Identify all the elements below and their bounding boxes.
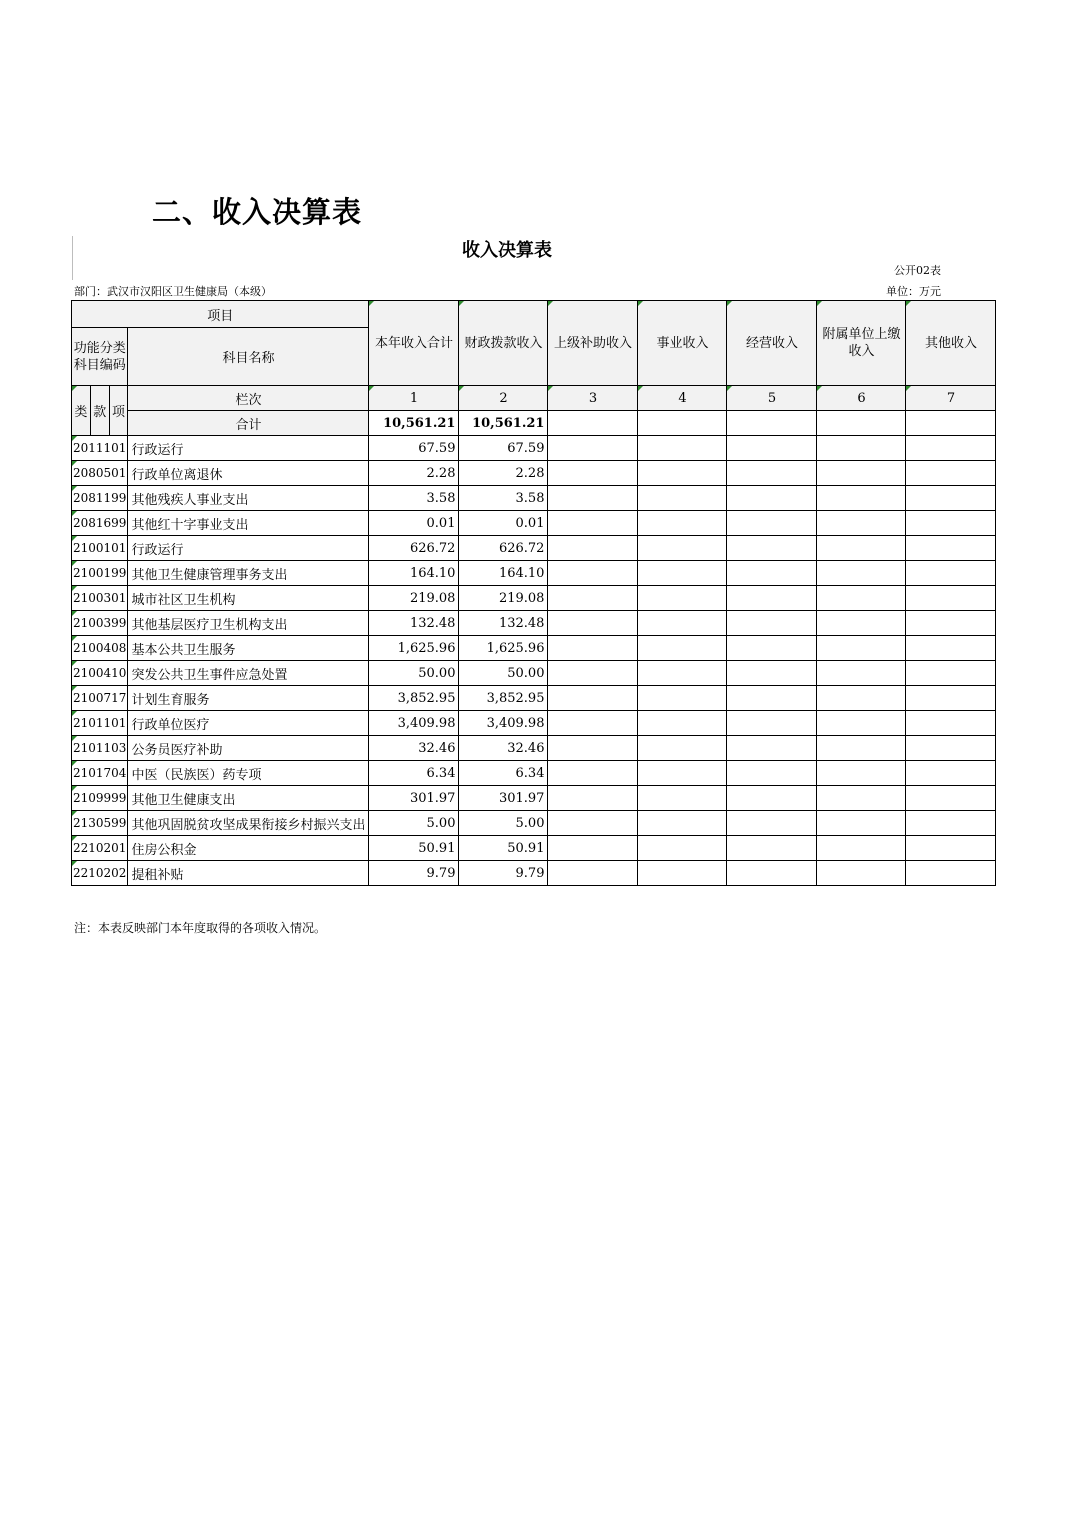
row-name: 其他基层医疗卫生机构支出 bbox=[128, 611, 369, 636]
row-code: 2210201 bbox=[72, 836, 128, 861]
row-code: 2130599 bbox=[72, 811, 128, 836]
row-value bbox=[638, 711, 727, 736]
row-value bbox=[906, 536, 996, 561]
row-name: 突发公共卫生事件应急处置 bbox=[128, 661, 369, 686]
row-value bbox=[548, 561, 638, 586]
total-value bbox=[906, 411, 996, 436]
row-name: 城市社区卫生机构 bbox=[128, 586, 369, 611]
row-value bbox=[638, 811, 727, 836]
table-row bbox=[72, 786, 996, 811]
row-value bbox=[548, 836, 638, 861]
row-value bbox=[727, 786, 817, 811]
table-body bbox=[72, 436, 996, 886]
row-value bbox=[638, 486, 727, 511]
row-value: 67.59 bbox=[459, 436, 548, 461]
row-value bbox=[906, 786, 996, 811]
table-row bbox=[72, 436, 996, 461]
header-col-7: 其他收入 bbox=[906, 301, 996, 386]
row-name: 其他卫生健康管理事务支出 bbox=[128, 561, 369, 586]
total-value bbox=[727, 411, 817, 436]
table-row bbox=[72, 511, 996, 536]
table-row bbox=[72, 561, 996, 586]
row-name: 公务员医疗补助 bbox=[128, 736, 369, 761]
row-value bbox=[727, 736, 817, 761]
row-value bbox=[548, 761, 638, 786]
row-value bbox=[548, 511, 638, 536]
row-code: 2101103 bbox=[72, 736, 128, 761]
row-value bbox=[906, 611, 996, 636]
row-code: 2210202 bbox=[72, 861, 128, 886]
total-value bbox=[817, 411, 906, 436]
row-value bbox=[817, 761, 906, 786]
row-value: 164.10 bbox=[369, 561, 459, 586]
row-code: 2100199 bbox=[72, 561, 128, 586]
row-code: 2100301 bbox=[72, 586, 128, 611]
row-code: 2109999 bbox=[72, 786, 128, 811]
row-value bbox=[638, 661, 727, 686]
row-value: 1,625.96 bbox=[369, 636, 459, 661]
row-value bbox=[817, 461, 906, 486]
row-value: 626.72 bbox=[459, 536, 548, 561]
table-row bbox=[72, 611, 996, 636]
row-value bbox=[638, 861, 727, 886]
row-value: 3,852.95 bbox=[369, 686, 459, 711]
row-value bbox=[817, 536, 906, 561]
row-value bbox=[727, 836, 817, 861]
row-value: 6.34 bbox=[459, 761, 548, 786]
row-value bbox=[727, 586, 817, 611]
row-name: 行政单位离退休 bbox=[128, 461, 369, 486]
header-col-1: 本年收入合计 bbox=[369, 301, 459, 386]
row-value bbox=[548, 711, 638, 736]
row-value: 32.46 bbox=[369, 736, 459, 761]
row-value bbox=[727, 711, 817, 736]
row-value: 6.34 bbox=[369, 761, 459, 786]
row-name: 行政单位医疗 bbox=[128, 711, 369, 736]
row-code: 2100399 bbox=[72, 611, 128, 636]
row-name: 基本公共卫生服务 bbox=[128, 636, 369, 661]
row-value bbox=[638, 786, 727, 811]
row-value bbox=[638, 611, 727, 636]
row-value: 219.08 bbox=[459, 586, 548, 611]
header-row-index: 栏次 bbox=[128, 386, 369, 411]
row-value: 2.28 bbox=[459, 461, 548, 486]
row-value bbox=[727, 761, 817, 786]
table-row bbox=[72, 661, 996, 686]
row-value: 3.58 bbox=[369, 486, 459, 511]
row-value: 9.79 bbox=[459, 861, 548, 886]
row-value: 3,409.98 bbox=[369, 711, 459, 736]
table-row bbox=[72, 836, 996, 861]
row-value bbox=[817, 711, 906, 736]
row-value: 9.79 bbox=[369, 861, 459, 886]
table-row bbox=[72, 536, 996, 561]
row-value bbox=[727, 461, 817, 486]
row-value: 50.91 bbox=[369, 836, 459, 861]
row-code: 2101704 bbox=[72, 761, 128, 786]
row-value bbox=[906, 661, 996, 686]
row-value bbox=[727, 811, 817, 836]
row-code: 2081699 bbox=[72, 511, 128, 536]
row-value bbox=[548, 536, 638, 561]
row-value bbox=[906, 736, 996, 761]
total-value bbox=[638, 411, 727, 436]
row-value bbox=[817, 861, 906, 886]
row-value bbox=[906, 711, 996, 736]
row-value: 2.28 bbox=[369, 461, 459, 486]
row-value: 164.10 bbox=[459, 561, 548, 586]
table-row bbox=[72, 761, 996, 786]
row-value: 0.01 bbox=[369, 511, 459, 536]
row-value: 3,852.95 bbox=[459, 686, 548, 711]
row-value bbox=[727, 636, 817, 661]
row-value bbox=[906, 486, 996, 511]
col-number-3: 3 bbox=[548, 386, 638, 411]
col-number-6: 6 bbox=[817, 386, 906, 411]
header-col-2: 财政拨款收入 bbox=[459, 301, 548, 386]
row-value: 301.97 bbox=[459, 786, 548, 811]
row-value bbox=[906, 461, 996, 486]
row-value bbox=[548, 636, 638, 661]
row-value bbox=[638, 761, 727, 786]
header-col-6: 附属单位上缴收入 bbox=[817, 301, 906, 386]
row-value bbox=[548, 611, 638, 636]
row-value: 301.97 bbox=[369, 786, 459, 811]
row-value: 50.00 bbox=[459, 661, 548, 686]
row-value bbox=[638, 736, 727, 761]
row-value bbox=[727, 661, 817, 686]
header-item: 项目 bbox=[72, 301, 369, 328]
row-code: 2100410 bbox=[72, 661, 128, 686]
row-value bbox=[638, 586, 727, 611]
row-value bbox=[906, 761, 996, 786]
row-value: 32.46 bbox=[459, 736, 548, 761]
row-value: 626.72 bbox=[369, 536, 459, 561]
row-value bbox=[638, 436, 727, 461]
row-name: 中医（民族医）药专项 bbox=[128, 761, 369, 786]
row-code: 2101101 bbox=[72, 711, 128, 736]
row-value: 219.08 bbox=[369, 586, 459, 611]
row-value bbox=[638, 636, 727, 661]
row-value bbox=[638, 561, 727, 586]
row-value bbox=[727, 511, 817, 536]
row-code: 2100408 bbox=[72, 636, 128, 661]
row-value bbox=[817, 586, 906, 611]
row-value bbox=[817, 811, 906, 836]
col-number-1: 1 bbox=[369, 386, 459, 411]
row-value bbox=[638, 836, 727, 861]
row-value bbox=[817, 486, 906, 511]
row-value bbox=[638, 536, 727, 561]
row-value bbox=[727, 436, 817, 461]
row-value bbox=[817, 436, 906, 461]
row-name: 计划生育服务 bbox=[128, 686, 369, 711]
row-value bbox=[906, 586, 996, 611]
row-value bbox=[548, 461, 638, 486]
row-value bbox=[906, 686, 996, 711]
row-value: 1,625.96 bbox=[459, 636, 548, 661]
row-value bbox=[548, 486, 638, 511]
header-col-4: 事业收入 bbox=[638, 301, 727, 386]
row-value bbox=[727, 686, 817, 711]
row-value bbox=[906, 836, 996, 861]
total-value bbox=[548, 411, 638, 436]
row-code: 2081199 bbox=[72, 486, 128, 511]
col-number-5: 5 bbox=[727, 386, 817, 411]
row-value bbox=[817, 636, 906, 661]
row-name: 其他残疾人事业支出 bbox=[128, 486, 369, 511]
row-value bbox=[548, 736, 638, 761]
table-row bbox=[72, 486, 996, 511]
row-value: 3.58 bbox=[459, 486, 548, 511]
header-func-code: 功能分类科目编码 bbox=[72, 328, 128, 386]
row-code: 2080501 bbox=[72, 461, 128, 486]
row-value bbox=[817, 786, 906, 811]
department-label: 部门：武汉市汉阳区卫生健康局（本级） bbox=[74, 285, 272, 298]
row-value bbox=[906, 811, 996, 836]
table-row bbox=[72, 686, 996, 711]
header-col-3: 上级补助收入 bbox=[548, 301, 638, 386]
row-value bbox=[817, 561, 906, 586]
row-name: 其他红十字事业支出 bbox=[128, 511, 369, 536]
row-value bbox=[727, 536, 817, 561]
income-table bbox=[71, 300, 996, 886]
row-value bbox=[727, 486, 817, 511]
col-number-2: 2 bbox=[459, 386, 548, 411]
row-value bbox=[817, 511, 906, 536]
row-value bbox=[548, 786, 638, 811]
row-value bbox=[548, 861, 638, 886]
row-value: 67.59 bbox=[369, 436, 459, 461]
header-xiang: 项 bbox=[109, 386, 128, 436]
row-code: 2011101 bbox=[72, 436, 128, 461]
row-code: 2100717 bbox=[72, 686, 128, 711]
row-name: 行政运行 bbox=[128, 436, 369, 461]
header-type: 类 bbox=[72, 386, 91, 436]
row-value bbox=[906, 511, 996, 536]
row-value bbox=[906, 561, 996, 586]
row-name: 其他卫生健康支出 bbox=[128, 786, 369, 811]
row-value bbox=[727, 561, 817, 586]
table-row bbox=[72, 736, 996, 761]
row-value bbox=[817, 611, 906, 636]
row-value bbox=[906, 861, 996, 886]
row-value: 5.00 bbox=[459, 811, 548, 836]
header-col-5: 经营收入 bbox=[727, 301, 817, 386]
row-value: 132.48 bbox=[459, 611, 548, 636]
row-value bbox=[817, 736, 906, 761]
row-value bbox=[638, 686, 727, 711]
table-row bbox=[72, 861, 996, 886]
unit-label: 单位：万元 bbox=[886, 285, 941, 298]
row-value bbox=[548, 686, 638, 711]
table-row bbox=[72, 636, 996, 661]
total-value: 10,561.21 bbox=[459, 411, 548, 436]
row-value bbox=[906, 436, 996, 461]
row-code: 2100101 bbox=[72, 536, 128, 561]
table-row bbox=[72, 586, 996, 611]
row-value bbox=[817, 686, 906, 711]
row-value bbox=[727, 861, 817, 886]
row-value: 5.00 bbox=[369, 811, 459, 836]
header-subject-name: 科目名称 bbox=[128, 328, 369, 386]
row-name: 其他巩固脱贫攻坚成果衔接乡村振兴支出 bbox=[128, 811, 369, 836]
form-code: 公开02表 bbox=[894, 264, 941, 277]
row-value bbox=[817, 836, 906, 861]
row-value: 50.00 bbox=[369, 661, 459, 686]
table-note: 注：本表反映部门本年度取得的各项收入情况。 bbox=[74, 921, 327, 935]
table-row bbox=[72, 461, 996, 486]
row-value: 50.91 bbox=[459, 836, 548, 861]
row-value: 3,409.98 bbox=[459, 711, 548, 736]
row-value bbox=[548, 436, 638, 461]
total-label: 合计 bbox=[128, 411, 369, 436]
row-name: 行政运行 bbox=[128, 536, 369, 561]
page-heading: 二、收入决算表 bbox=[152, 195, 363, 229]
row-value: 0.01 bbox=[459, 511, 548, 536]
row-value bbox=[548, 811, 638, 836]
table-title: 收入决算表 bbox=[462, 240, 552, 261]
row-value bbox=[638, 461, 727, 486]
row-value bbox=[906, 636, 996, 661]
row-value bbox=[548, 586, 638, 611]
row-name: 住房公积金 bbox=[128, 836, 369, 861]
header-kuan: 款 bbox=[90, 386, 109, 436]
row-value bbox=[548, 661, 638, 686]
row-value: 132.48 bbox=[369, 611, 459, 636]
row-value bbox=[638, 511, 727, 536]
row-value bbox=[817, 661, 906, 686]
col-number-4: 4 bbox=[638, 386, 727, 411]
table-row bbox=[72, 811, 996, 836]
col-number-7: 7 bbox=[906, 386, 996, 411]
row-value bbox=[727, 611, 817, 636]
table-row bbox=[72, 711, 996, 736]
row-name: 提租补贴 bbox=[128, 861, 369, 886]
total-value: 10,561.21 bbox=[369, 411, 459, 436]
